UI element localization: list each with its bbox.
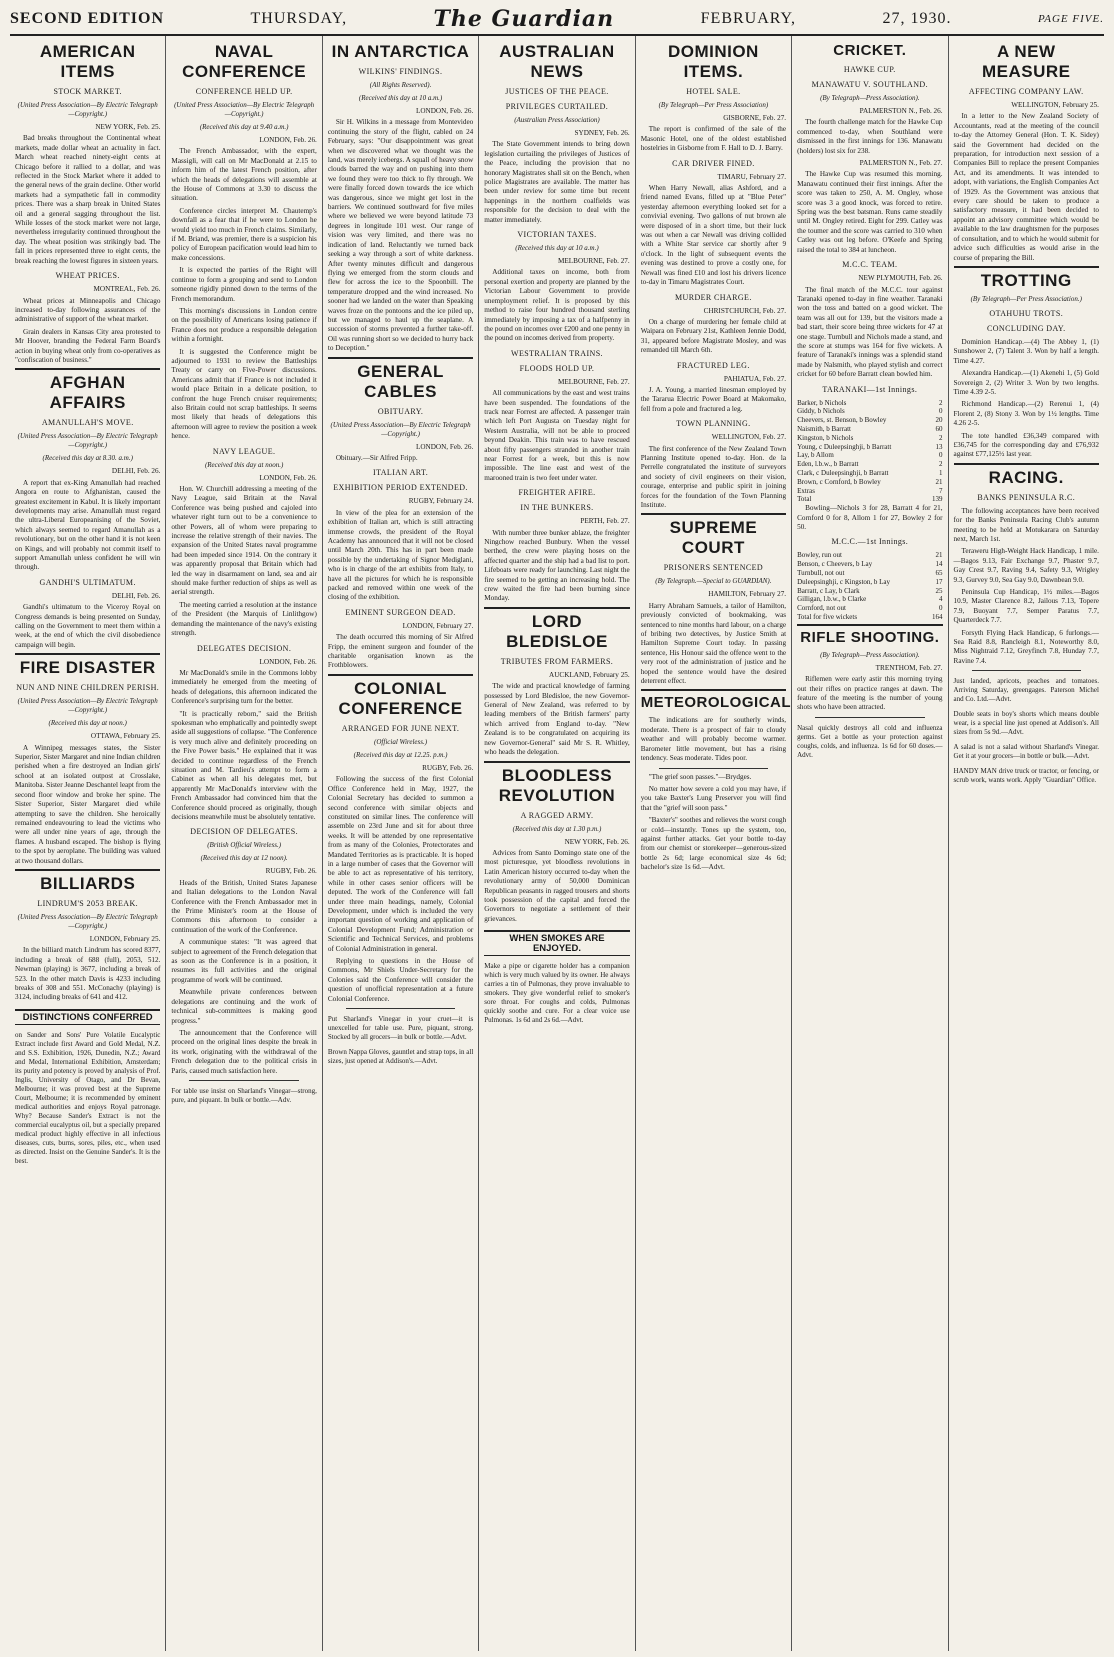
subhead: ARRANGED FOR JUNE NEXT. [341, 723, 460, 733]
subhead: GANDHI'S ULTIMATUM. [39, 577, 136, 587]
advert-text: Nasal quickly destroys all cold and influenza germs. Get a bottle as your protection against coughs, colds, and influenza. 1s 6d for 60 doses.—Advt. [797, 723, 943, 759]
headline-racing: RACING. [988, 467, 1064, 487]
dateline: RUGBY, February 24. [408, 497, 474, 506]
credit: (United Press Association—By Electric Telegraph—Copyright.) [17, 697, 158, 715]
paragraph: Teraweru High-Weight Hack Handicap, 1 mile.—Bagos 9.13, Fair Exchange 9.7, Phaster 9.7, Gay Crest 9.7, Raving 9.4, Safety 9.3, Wrigley 9.3, Gurvey 9.0, Sea Gay 9.0, Dawnbean 9.0. [953, 547, 1099, 584]
paragraph: It is expected the parties of the Right will continue to form a grouping and send to London someone rigidly pinned down to the terms of the French memorandum. [171, 266, 317, 303]
divider [797, 624, 942, 626]
dateline: RUGBY, Feb. 26. [265, 867, 317, 876]
paragraph: Forsyth Flying Hack Handicap, 6 furlongs.—Sea Raid 8.8, Rancleigh 8.1, Noteworthy 8.0, Miss Nightraid 7.12, Greyfinch 7.8, Hunday 7.7, Ravine 7.4. [953, 628, 1099, 665]
dateline: AUCKLAND, February 25. [549, 670, 630, 679]
paragraph: The first conference of the New Zealand Town Planning Institute opened to-day. Hon. de la Perrelle congratulated the institute of surveyors and society of civil engineers on their vision, courage, enterprise and public spirit in joining forces for the foundation of the Town Planning Institute. [640, 444, 787, 509]
credit: (By Telegraph—Press Association). [820, 94, 920, 102]
divider [641, 513, 786, 515]
column-4 [479, 36, 635, 1651]
paragraph: The Hawke Cup was resumed this morning. Manawatu continued their first innings. After the score was taken to 250, A. M. Ongley, whose score was 3 a good knock, was forced to retire. Spring was the best batsman. Runs came steadily until M. Ongley retired. Eight for 299. Catley was the toumer and the score was carried to 310 when Catley was out leg before. O'Keefe and Spring raised the total to 384 at luncheon. [797, 170, 943, 254]
score-row: Young, c Duleepsinghji, b Barratt 13 [797, 442, 943, 451]
subhead: TOWN PLANNING. [676, 419, 751, 429]
advert-text: Just landed, apricots, peaches and tomatoes. Arriving Saturday, greengages. Paterson Michel and Co. Ltd.—Advt. [953, 677, 1099, 704]
paragraph: Mr MacDonald's smile in the Commons lobby immediately he emerged from the meeting of heads of delegations, this afternoon indicated the Conference's surprising turn for the better. [171, 668, 317, 706]
column-1 [10, 36, 166, 1651]
dateline: LONDON, Feb. 26. [259, 657, 317, 666]
score-row: Giddy, b Nichols 0 [797, 407, 943, 416]
received-note: (Received this day at 10 a.m.) [358, 94, 443, 102]
headline-american-items: AMERICAN ITEMS [39, 42, 136, 81]
dateline: LONDON, February 27. [402, 621, 474, 630]
subhead: FRACTURED LEG. [677, 360, 750, 370]
subhead: M.C.C. TEAM. [842, 260, 898, 270]
paragraph: When Harry Newall, alias Ashford, and a friend named Evans, filled up at "Blue Peter" yesterday afternoon everything looked set for a convivial evening. Two gallons of nut brown ale were disposed of in a short time, but their luck was out when a car Newall was driving collided with a White Star service car shortly after 9 o'clock. In the light of subsequent events the evening was destined to prove a costly one, for Newall was fined £10 and lost his drivers licence to-day in Timaru Magistrates Court. [640, 184, 787, 287]
paragraph: In view of the plea for an extension of the exhibition of Italian art, which is still attracting immense crowds, the president of the Royal Academy has announced that it will not be closed until March 20th. This has in part been made possible by the undertaking of Signor Mediglani, who is in charge of the art exhibits from Italy, to have all the pictures for which he is responsible packed and removed within one week of the closing of the exhibition. [327, 508, 474, 602]
subhead: TARANAKI—1st Innings. [822, 384, 918, 394]
score-row: Gilligan, l.b.w., b Clarke 4 [797, 595, 943, 604]
headline-fire-disaster: FIRE DISASTER [19, 658, 156, 678]
dateline: LONDON, February 25. [89, 934, 161, 943]
subhead: M.C.C.—1st Innings. [831, 537, 909, 547]
column-3 [323, 36, 479, 1651]
headline-naval-conference: NAVAL CONFERENCE [182, 42, 307, 81]
advert-text: HANDY MAN drive truck or tractor, or fencing, or scrub work, wants work. Apply "Guardian" Office. [953, 767, 1099, 785]
advert-text: For table use insist on Sharland's Vinegar—strong, pure, and piquant. In bulk or bottle.—Adv. [171, 1086, 317, 1104]
paragraph: Alexandra Handicap.—(1) Akenehi 1, (5) Gold Sovereign 2, (2) Writer 3. Won by two lengths. Time 4.39 2-5. [953, 369, 1099, 396]
headline-lord-bledisloe: LORD BLEDISLOE [506, 611, 608, 651]
dateline: WELLINGTON, Feb. 27. [711, 433, 787, 442]
score-row: Bowley, run out 21 [797, 551, 943, 560]
subhead: PRISONERS SENTENCED [663, 563, 764, 573]
subhead: OBITUARY. [377, 406, 424, 416]
headline-australian-news: AUSTRALIAN NEWS [499, 42, 615, 81]
dateline: GISBORNE, Feb. 27. [723, 114, 787, 122]
paragraph: Sir H. Wilkins in a message from Montevideo continuing the story of the flight, cabled on 24 February, says: "Our disappointment was great when we discovered what we thought was the land, was merely icebergs. A squall of heavy snow clouds barred the way and on pushing into them we found they were too thick to fly through. We were finally forced down towards the ice which was dangerous, since we might get lost in the barriers. We continued southward for five miles where we believed we were beyond latitude 73 degrees in longitude 101 west. Our range of vision was very limited, and there was no indication of land. Reluctantly we turned back seeking a way through a sort of white darkness. After twenty minutes difficult and dangerous flying we emerged from the storm clouds and flew for across the ice to the Spoonbill. The temperature dropped and the wind increased. No sooner had we landed on the water than Speaking waves froze on the pontoons and the ice piled up, but we managed to haul up the seaplane. A succession of storms prevented a further take-off. Oil was running short so we decided to hurry back to Deception." [327, 118, 474, 353]
subhead: MANAWATU V. SOUTHLAND. [811, 80, 928, 89]
credit: (United Press Association—By Electric Telegraph—Copyright.) [17, 432, 158, 450]
subhead: JUSTICES OF THE PEACE. [505, 87, 609, 96]
score-row: Benson, c Cheevers, b Lay 14 [797, 560, 943, 569]
page-number: PAGE FIVE. [1037, 13, 1104, 25]
subhead: MURDER CHARGE. [675, 292, 752, 302]
subhead: IN THE BUNKERS. [520, 503, 594, 513]
paragraph: A communique states: "It was agreed that subject to agreement of the French delegation that as soon as the Conference is in a position, it resumes its full activities and the original programme of work will be continued. [171, 938, 317, 984]
credit: (United Press Association—By Electric Telegraph—Copyright.) [17, 912, 158, 930]
paragraph: Additional taxes on income, both from personal exertion and property are planned by the Victorian Labour Government to provide unemployment relief. It is proposed by this method to raise four hundred thousand sterling immediately by imposing a tax of a halfpenny in the pound on incomes over £200 and one penny in the pound on incomes derived from property. [484, 268, 630, 343]
paragraph: In a letter to the New Zealand Society of Accountants, read at the meeting of the council to-day the Attorney General (Hon. T. K. Sidey) said the Government had decided on the preparation, for introduction next session of a Companies Bill to replace the present Companies Act, and its amendments. It was intended to adopt, with variations, the English Companies Act of 1929. As the Government was anxious that every care should be taken to produce a satisfactory measure, it had been decided to appoint an advisory committee which would be available to the law draughtsmen for the purposes of consultation, and to which he would submit for advice such difficulties as would arise in the course of preparing the Bill. [953, 112, 1099, 262]
paragraph: The French Ambassador, with the expert, Massigli, will call on Mr MacDonald at 2.15 to inform him of the latest French position, after which the heads of delegations will assemble at the House of Commons at 3.30 to discuss the situation. [171, 147, 317, 203]
received-note: (Received this day at 1.30 p.m.) [512, 824, 602, 833]
subhead: WESTRALIAN TRAINS. [511, 348, 603, 358]
advert-text: on Sander and Sons' Pure Volatile Eucalyptic Extract include first Award and Gold Medal, N.Z. and S.S. Exhibition, 1926, Dunedin, N.Z.; Award and Medal, International Exhibition, Amsterdam; its purity and potency is proved by analysis of Prof. Inglis, University of Otago, and Dr Bevan, Melbourne; it was proved best at the Supreme Court, Melbourne; it is recommended by eminent medical authorities and enjoys Royal patronage. Why? Because Sander's Extract is not the commercial eucalyptus oil, but a specially prepared medical product highly effective in all infectious diseases, cuts, burns, sores, piles, etc., when used as directed. Insist on the Genuine Sander's. It is the best. [15, 1031, 161, 1166]
dateline: OTTAWA, February 25. [90, 732, 161, 741]
subhead: ITALIAN ART. [373, 468, 429, 478]
score-total: Total for five wickets 164 [797, 612, 943, 621]
headline-meteorological: METEOROLOGICAL [640, 694, 792, 712]
subhead: DECISION OF DELEGATES. [190, 827, 298, 837]
dateline: SYDNEY, Feb. 26. [574, 129, 630, 137]
subhead: HOTEL SALE. [686, 87, 741, 96]
dateline: MELBOURNE, Feb. 27. [558, 257, 630, 266]
paragraph: A Winnipeg messages states, the Sister Superior, Sister Margaret and nine Indian children perished when a fire destroyed an Indian girls' school at an isolated outpost at Crosslake, Manitoba. Sister Jeanne Deschantel leapt from the second floor window and broke her spine. The Sister Superior, Sister Margaret died while attempting to save the children. She heroically remained endeavouring to lead the victims who were all under nine years of age, through the flames. A husband escaped. The bishop is flying to the spot by aeroplane. The building was valued at two thousand dollars. [15, 743, 161, 865]
headline-supreme-court: SUPREME COURT [669, 518, 758, 558]
paragraph: Peninsula Cup Handicap, 1½ miles.—Bagos 10.9, Master Clarence 8.2, Jailous 7.13, Topere 7.9, Buoyant 7.7, Semper Paratus 7.7, Quarterdeck 7.7. [953, 588, 1099, 625]
dateline: NEW YORK, Feb. 26. [564, 837, 630, 846]
score-row: Barratt, c Lay, b Clark 25 [797, 586, 943, 595]
paragraph: On a charge of murdering her female child at Waipara on February 21st, Kathleen Jennie Dodd, 31, appeared before Magistrate Mosley, and was remanded till March 6th. [640, 317, 787, 355]
quote: "The grief soon passes."—Brydges. [648, 772, 752, 781]
dateline: WELLINGTON, February 25. [1011, 101, 1099, 109]
subhead: HAWKE CUP. [843, 65, 896, 74]
divider [954, 266, 1099, 268]
divider [15, 653, 160, 655]
divider [659, 768, 768, 769]
paragraph: It is suggested the Conference might be adjourned to 1931 to review the Battleships Treaty or carry on Five-Power discussions. Americans admit that if France is not included it would place Britain in a delicate position, to confront the huge French cruiser requirements; also Britain could not scrap battleships. It seems most likely that heads of delegations this afternoon will agree to review the position a week hence. [171, 347, 317, 441]
subhead: FLOODS HOLD UP. [519, 363, 595, 373]
dateline: NEW YORK, Feb. 25. [95, 123, 161, 131]
columns [10, 36, 1104, 1651]
paragraph: In the billiard match Lindrum has scored 8377, including a break of 688 (full), 2053, 512. Newman (playing) is 3677, including a break of 523. In the other match Davis is 4233 including breaks of 308 and 551. McConachy (playing) is 3124, including breaks of 641 and 412. [15, 946, 161, 1002]
scorecard-taranaki [797, 399, 942, 505]
received-note: (Received this day at 9.40 a.m.) [199, 123, 289, 131]
advert-text: Brown Nappa Gloves, gauntlet and strap tops, in all sizes, just opened at Addison's.—Advt. [327, 1048, 474, 1066]
subhead: PRIVILEGES CURTAILED. [505, 102, 609, 111]
score-row: Barker, b Nichols 2 [797, 398, 943, 407]
credit: (United Press Association—By Electric Telegraph—Copyright.) [174, 101, 315, 118]
paragraph: Advices from Santo Domingo state one of the most picturesque, yet bloodless revolutions in Latin American history occurred to-day when the revolutionary army of 50,000 Dominican Republican peasants in ragged trousers and shorts took possession of the capital and forced the Governors to negotiate a settlement of their grievances. [484, 848, 630, 923]
paragraph: All communications by the east and west trains have been suspended. The foundations of the track near Forrest are affected. A passenger train which left Port Augusta on Tuesday night for Western Australia, will not be able to proceed beyond Deakin. This train was to have rescued about fifty passengers stranded in another train near Forrest for a week, but this is now impossible. The line east and west of the marooned train is two feet under water. [484, 389, 630, 482]
dateline: LONDON, Feb. 26. [415, 107, 474, 115]
paragraph: Dominion Handicap.—(4) The Abbey 1, (1) Sunshower 2, (7) Talent 3. Won by half a length. Time 4.27. [953, 337, 1099, 365]
subhead: EMINENT SURGEON DEAD. [345, 607, 456, 617]
paragraph: Replying to questions in the House of Commons, Mr Shiels Under-Secretary for the Colonies said the Conference will consider the question of unofficial representation at a future Colonial Conference. [327, 957, 474, 1003]
divider [189, 1080, 298, 1081]
paragraph: Bowling—Nichols 3 for 28, Barratt 4 for 21, Cornford 0 for 8, Allom 1 for 27, Bowley 2 for 50. [797, 504, 943, 531]
score-row: Clark, c Duleepsinghji, b Barratt 1 [797, 468, 943, 477]
paragraph: The following acceptances have been received for the Banks Peninsula Racing Club's autumn meeting to be held at Motukarara on Saturday next, March 1st. [953, 506, 1099, 543]
headline-cricket: CRICKET. [833, 42, 907, 59]
score-row: Kingston, b Nichols 2 [797, 433, 943, 442]
subhead: BANKS PENINSULA R.C. [977, 492, 1076, 502]
divider [15, 368, 160, 370]
credit: (Australian Press Association) [514, 116, 600, 124]
paragraph: Obituary.—Sir Alfred Fripp. [335, 453, 418, 462]
divider [328, 674, 473, 676]
subhead: TRIBUTES FROM FARMERS. [500, 656, 614, 666]
score-row: Extras 7 [797, 486, 943, 495]
score-row: Cheevers, st. Benson, b Bowley 20 [797, 416, 943, 425]
paragraph: The tote handled £36,349 compared with £36,745 for the corresponding day and £76,932 against £77,125½ last year. [953, 431, 1099, 459]
headline-trotting: TROTTING [980, 270, 1072, 290]
subhead: NUN AND NINE CHILDREN PERISH. [16, 683, 160, 693]
dateline: LONDON, Feb. 26. [415, 442, 474, 451]
paragraph: Conference circles interpret M. Chautemp's downfall as a fear that if he were to London he would yield too much in French claims. Similarly, if M. Briand, was premier, there is a suspicion his policy of European pacification would lead him to make concessions. [171, 206, 317, 262]
paragraph: The wide and practical knowledge of farming possessed by Lord Bledisloe, the new Governor-General of New Zealand, was referred to by leading members of the British farmers' party which arrived from England to-day. "New Zealand is to be congratulated on acquiring its new Governor-General" said Mr S. R. Whitley, who heads the delegation. [484, 682, 630, 757]
paragraph: No matter how severe a cold you may have, if you take Baxter's Lung Preserver you will find that the "grief will soon pass." [640, 784, 787, 812]
score-row: Turnbull, not out 65 [797, 568, 943, 577]
paragraph: Grain dealers in Kansas City area protested to Mr Hoover, branding the Federal Farm Board's action in buying wheat only from co-operatives as "confiscation of business." [15, 327, 161, 364]
paragraph: J. A. Young, a married linesman employed by the Tararua Electric Power Board at Makomako, fell from a pole and fractured a leg. [640, 385, 787, 413]
paragraph: The final match of the M.C.C. tour against Taranaki opened to-day in fine weather. Taranaki won the toss and batted on a good wicket. The team was all out for 139, but the visitors made a bad start, their score being three wickets for 47 at one stage. Turnbull and Nichols made a stand, and the score at stumps was 164 for five wickets. A feature of Taranaki's innings was a splendid stand made by Nalsmith, who played stylish and correct cricket for 60 before Barratt clean bowled him. [797, 285, 943, 379]
advert-text: Put Sharland's Vinegar in your cruet—it is unexcelled for table use. Pure, piquant, strong. Stocked by all grocers—in bulk or bottle.—Advt. [327, 1015, 474, 1042]
paragraph: Harry Abraham Samuels, a tailor of Hamilton, previously convicted of bookmaking, was sentenced to nine months hard labour, on a charge of bribing two detectives, by Justice Smith at Hamilton Supreme Court today. In passing sentence, His Honour said the offence went to the very root of the administration of justice and he hoped the sentence would have the desired deterrent effect. [640, 601, 787, 686]
subhead: AMANULLAH'S MOVE. [41, 418, 134, 428]
paragraph: Heads of the British, United States Japanese and Italian delegations to the London Naval Conference with the French Ambassador met in the Prime Minister's room at the House of Commons this afternoon to consider a continuation of the work of the Conference. [171, 878, 317, 934]
score-row: Naismith, b Barratt 60 [797, 424, 943, 433]
scorecard-mcc [797, 551, 942, 621]
subhead: CONFERENCE HELD UP. [195, 87, 293, 96]
paragraph: Riflemen were early astir this morning trying out their rifles on practice ranges at dawn. The feature of the meeting is the number of young shots who have been attracted. [797, 675, 943, 712]
subhead: WHEAT PRICES. [55, 271, 120, 281]
subhead: A RAGGED ARMY. [520, 810, 594, 820]
advert-text: A salad is not a salad without Sharland's Vinegar. Get it at your grocers—in bottle or bulk.—Advt. [953, 743, 1099, 761]
received-note: (Received this day at noon.) [204, 460, 284, 469]
column-7 [949, 36, 1104, 1651]
credit: (United Press Association—By Electric Telegraph—Copyright.) [17, 101, 158, 118]
newspaper-title: The Guardian [433, 6, 615, 32]
divider [972, 670, 1081, 671]
masthead [10, 4, 1104, 36]
score-row: Eden, l.b.w., b Barratt 2 [797, 460, 943, 469]
paragraph: Wheat prices at Minneapolis and Chicago increased to-day following assurances of the administrative of support of the wheat market. [15, 296, 161, 324]
advert-text: Make a pipe or cigarette holder has a companion which is very much valued by its owner. He always carries a tin of Pulmonas, they prove invaluable to smokers. They give wonderful relief to smoker's sore throat. For coughs and colds, Pulmonas quickly soothe and cure. For a clear voice use Pulmonas. 1s 6d and 2s 6d.—Advt. [484, 961, 630, 1024]
credit: (By Telegraph—Per Press Association) [658, 101, 769, 109]
divider [346, 1008, 455, 1009]
divider [954, 463, 1099, 465]
subhead: VICTORIAN TAXES. [517, 230, 597, 240]
headline-afghan-affairs: AFGHAN AFFAIRS [49, 373, 126, 413]
credit: (All Rights Reserved). [369, 81, 432, 89]
divider [641, 689, 786, 691]
advert-text: Double seats in boy's shorts which means double wear, is a special line just opened at Addison's. All sizes from 5s 9d.—Advt. [953, 710, 1099, 737]
headline-billiards: BILLIARDS [40, 873, 136, 893]
divider [484, 607, 629, 609]
dateline: NEW PLYMOUTH, Feb. 26. [858, 274, 943, 283]
month: FEBRUARY, [700, 10, 797, 27]
headline-dominion-items: DOMINION ITEMS. [667, 42, 759, 81]
credit: (Official Wireless.) [374, 737, 428, 746]
headline-general-cables: GENERAL CABLES [357, 361, 444, 401]
paragraph: The fourth challenge match for the Hawke Cup commenced to-day, when Southland were dismissed in the first innings for 136. Manawatu (holders) lost six for 238. [797, 118, 943, 155]
credit: (United Press Association—By Electric Telegraph—Copyright.) [330, 420, 471, 438]
weekday: THURSDAY, [250, 10, 348, 27]
score-row: Cornford, not out 0 [797, 604, 943, 613]
divider [328, 357, 473, 359]
dateline: PALMERSTON N., Feb. 27. [859, 159, 943, 168]
subhead: AFFECTING COMPANY LAW. [968, 87, 1084, 96]
column-6 [792, 36, 948, 1651]
subhead: WILKINS' FINDINGS. [358, 67, 443, 76]
credit: (By Telegraph.—Special to GUARDIAN). [655, 577, 772, 586]
received-note: (Received this day at 8.30. a.m.) [42, 454, 133, 463]
credit: (By Telegraph—Per Press Association.) [970, 294, 1082, 303]
paragraph: The indications are for southerly winds, moderate. There is a prospect of fair to cloudy weather and will probably become warmer. Barometer little movement, but has a rising tendency. Seas moderate. Tides poor. [640, 716, 787, 763]
score-row: Lay, b Allom 0 [797, 451, 943, 460]
paragraph: Bad breaks throughout the Continental wheat markets, made dollar wheat an actuality in fact. March wheat reached ninety-eight cents at Chicago before it rallied to a dollar, and was reflected in the Stock Market where it added to the general news of the grain decline. Other world markets had a sympathetic fall in commodity prices. There was a sharp break in United States oil and a general sagging throughout the list. While losses of the stock market were not large, nevertheless irregularity continued throughout the day. The wheat position was strikingly bad. The fall in prices represented three to eight cents, the break reaching the lowest figures in sixteen years. [15, 134, 161, 265]
subhead: CONCLUDING DAY. [987, 323, 1066, 333]
dateline: TIMARU, February 27. [717, 172, 787, 181]
paragraph: This morning's discussions in London centre on the possibility of Americans losing patience if France does not produce a responsible delegation within a fortnight. [171, 306, 317, 344]
received-note: (Received this day at 12.25. p.m.) [353, 750, 448, 759]
subhead: FREIGHTER AFIRE. [518, 488, 596, 498]
dateline: PALMERSTON N., Feb. 26. [859, 107, 943, 115]
dateline: RUGBY, Feb. 26. [422, 763, 474, 772]
dateline: HAMILTON, February 27. [708, 590, 787, 599]
score-row: Duleepsinghji, c Kingston, b Lay 17 [797, 577, 943, 586]
subhead: OTAHUHU TROTS. [989, 308, 1064, 318]
dateline: TRENTHOM, Feb. 27. [875, 663, 943, 672]
advert-heading: WHEN SMOKES ARE ENJOYED. [484, 930, 629, 956]
divider [15, 869, 160, 871]
dateline: LONDON, Feb. 26. [259, 473, 317, 482]
headline-in-antarctica: IN ANTARCTICA [331, 42, 470, 61]
paragraph: Gandhi's ultimatum to the Viceroy Royal on Congress demands is being presented on Sunday, calling on the Government to meet them within a week, at the end of which the civil disobedience campaign will begin. [15, 603, 161, 649]
dateline: MELBOURNE, Feb. 27. [558, 377, 630, 386]
paragraph: "It is practically reborn," said the British spokesman who emphatically and pointedly swept aside all suggestions of collapse. "The Conference is very much alive and definitely proceeding on the Five Power basis." He explained that it was decided to continue regardless of the French situation and M. Tardieu's attempt to form a Cabinet as when all his delegates met, but apparently Mr MacDonald's interview with the French Ambassador had convinced him that the Conference should proceed as originally, though decisions meanwhile must be absolutely tentative. [171, 709, 317, 821]
credit: (By Telegraph—Press Association). [820, 650, 920, 659]
paragraph: "Baxter's" soothes and relieves the worst cough or cold—instantly. Tones up the system, too, against further attacks. Get your bottle to-day from our chemist or storekeeper—generous-sized bottle 2s 6d; large economical size 4s 6d; bachelor's size 1s 6d.—Advt. [640, 816, 787, 872]
dateline: PERTH, Feb. 27. [580, 517, 630, 526]
paragraph: Meanwhile private conferences between delegations are continuing and the work of technical sub-committees is making good progress." [171, 988, 317, 1025]
paragraph: Richmond Handicap.—(2) Rerenui 1, (4) Florent 2, (8) Stony 3. Won by 1½ lengths. Time 4.26 2-5. [953, 400, 1099, 428]
subhead: STOCK MARKET. [53, 87, 122, 96]
dateline: DELHI, Feb. 26. [111, 591, 161, 600]
dateline: PAHIATUA, Feb. 27. [723, 374, 787, 383]
received-note: (Received this day at 12 noon). [200, 854, 288, 863]
received-note: (Received this day at 10 a.m.) [515, 244, 599, 253]
column-2 [166, 36, 322, 1651]
paragraph: Hon. W. Churchill addressing a meeting of the Navy League, said Britain at the Naval Conference was being pushed and cajoled into whatever right turn out to be a convenience to other Powers, all of whom were preparing to increase the relative strength of their navies. The expansion of the United States naval programme had been impeded since 1914. On the contrary it was apparently proposal that Britain which had led the way in disarmament on land, sea and air should make further reduction of ships as well as aerial strength. [171, 485, 317, 597]
headline-colonial-conference: COLONIAL CONFERENCE [338, 678, 463, 718]
received-note: (Received this day at noon.) [48, 719, 127, 728]
dateline: CHRISTCHURCH, Feb. 27. [703, 306, 787, 315]
advert-heading: DISTINCTIONS CONFERRED [15, 1009, 160, 1025]
subhead: LINDRUM'S 2053 BREAK. [37, 898, 139, 908]
subhead: DELEGATES DECISION. [197, 643, 292, 653]
subhead: CAR DRIVER FINED. [672, 158, 755, 168]
paragraph: The State Government intends to bring down legislation curtailing the privileges of Justices of the Peace, including the provision that no honorary Magistrates shall sit on the Bench, when police Magistrates are available. The matter has been under review for some time but recent happenings in the northern coalfields was responsible for the decision to deal with the matter immediately. [484, 140, 630, 224]
subhead: EXHIBITION PERIOD EXTENDED. [333, 483, 468, 493]
headline-bloodless-revolution: BLOODLESS REVOLUTION [498, 765, 616, 805]
headline-a-new-measure: A NEW MEASURE [981, 42, 1071, 81]
paragraph: The meeting carried a resolution at the instance of the President (the Marquis of Linlithgow) demanding the maintenance of the navy's existing strength. [171, 600, 317, 638]
divider [815, 717, 924, 718]
score-row: Brown, c Cornford, b Bowley 21 [797, 477, 943, 486]
score-total: Total 139 [797, 495, 943, 504]
column-5 [636, 36, 792, 1651]
dateline: MONTREAL, Feb. 26. [93, 285, 161, 294]
paragraph: The announcement that the Conference will proceed on the original lines despite the break in its work, originating with the withdrawal of the French delegation due to the political crisis in Paris, caused much satisfaction here. [171, 1028, 317, 1075]
divider [484, 761, 629, 763]
dateline: DELHI, Feb. 26. [111, 467, 161, 476]
paragraph: The death occurred this morning of Sir Alfred Fripp, the eminent surgeon and founder of the charitable organisation known as the Frothblowers. [327, 633, 474, 670]
paragraph: Following the success of the first Colonial Office Conference held in May, 1927, the Colonial Secretary has decided to summon a second conference with similar objects and constituted on similar lines. The conference will assemble on 23rd June and sit for about three weeks. It will be attended by one representative from as many of the Colonies, Protectorates and Mandated Territories as is practicable. It is hoped in a large number of cases that the Governor will be able to act as representative of his territory, while in other cases senior officers will be deputed. The work of the Conference will fall under three main headings, namely, Colonial Development, under which is included the very important question of working and application of Colonial Development Fund; Administration or Scientific and Technical Services, and problems of Colonial Administration in general. [327, 775, 474, 953]
paragraph: A report that ex-King Amanullah had reached Angora en route to Afghanistan, caused the greatest excitement in Kabul. It is likely important developments may arise. Amanullah must regard the ultra-Liberal Europeanising of the Soviet, which always seemed to regard Amanullah as a revolutionary, but on the other hand it is not keen on Kings, and will probably not commit itself to support Amanullah unless confident he will win through. [15, 478, 161, 572]
subhead: NAVY LEAGUE. [212, 446, 276, 456]
date: 27, 1930. [882, 10, 952, 27]
headline-rifle-shooting: RIFLE SHOOTING. [800, 628, 940, 646]
paragraph: With number three bunker ablaze, the freighter Ningchow reached Bunbury. When the vessel berthed, the crew were playing hoses on the affected quarter and the ship had a bad list to port. Lifeboats were ready for launching. Last night the fire seemed to be getting an increasing hold. The crew waited the fire had been burning since Monday. [484, 528, 630, 603]
paragraph: The report is confirmed of the sale of the Masonic Hotel, one of the oldest established hostelries in Gisborne from F. Hall to D. J. Barry. [640, 125, 787, 153]
edition-label: SECOND EDITION [10, 10, 165, 27]
dateline: LONDON, Feb. 26. [259, 136, 317, 144]
credit: (British Official Wireless.) [207, 841, 282, 850]
